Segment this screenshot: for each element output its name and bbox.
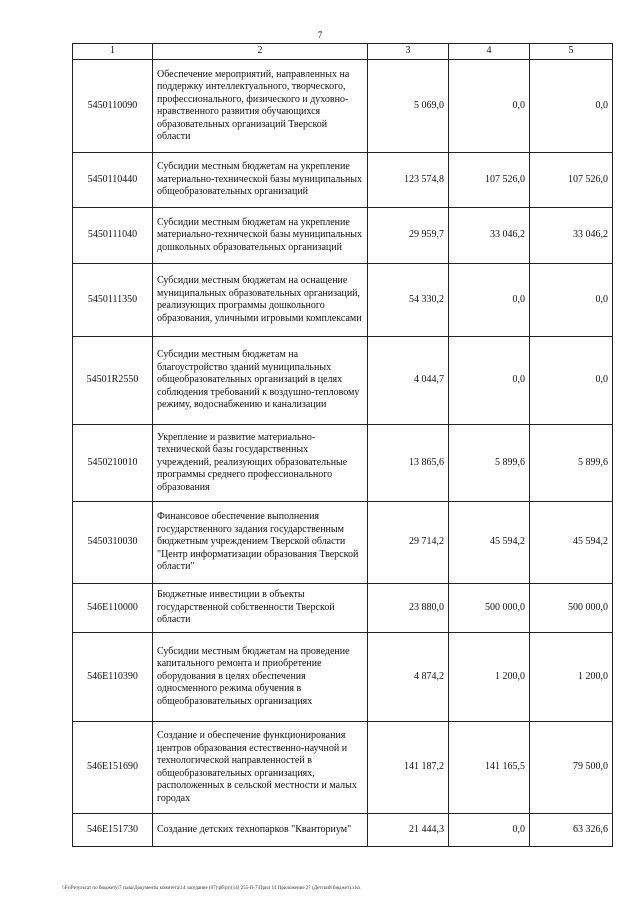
- row-value-col3: 5 069,0: [368, 60, 449, 153]
- row-value-col5: 63 326,6: [530, 814, 613, 847]
- row-description: Субсидии местным бюджетам на оснащение муниципальных образовательных организаций, реализующих программы дошкольного образования, уличными игровыми комплексами: [153, 264, 368, 337]
- row-description: Субсидии местным бюджетам на укрепление материально-технической базы муниципальных общеобразовательных организаций: [153, 153, 368, 208]
- row-value-col4: 0,0: [449, 60, 530, 153]
- row-value-col3: 21 444,3: [368, 814, 449, 847]
- row-value-col5: 107 526,0: [530, 153, 613, 208]
- table-row: [73, 814, 613, 847]
- row-value-col4: 33 046,2: [449, 208, 530, 264]
- column-header: 4: [449, 44, 530, 60]
- row-code: 546E110000: [73, 584, 153, 633]
- column-header: 5: [530, 44, 613, 60]
- row-code: 546E110390: [73, 633, 153, 722]
- row-value-col5: 33 046,2: [530, 208, 613, 264]
- row-value-col5: 0,0: [530, 60, 613, 153]
- row-value-col4: 0,0: [449, 264, 530, 337]
- table-row: [73, 722, 613, 814]
- row-value-col5: 0,0: [530, 264, 613, 337]
- row-value-col4: 45 594,2: [449, 502, 530, 584]
- row-code: 546E151690: [73, 722, 153, 814]
- row-value-col4: 1 200,0: [449, 633, 530, 722]
- table-row: [73, 337, 613, 425]
- row-value-col3: 123 574,8: [368, 153, 449, 208]
- row-value-col3: 23 880,0: [368, 584, 449, 633]
- row-value-col5: 0,0: [530, 337, 613, 425]
- row-value-col3: 29 714,2: [368, 502, 449, 584]
- table-row: [73, 502, 613, 584]
- budget-table: [72, 43, 613, 847]
- row-code: 5450210010: [73, 425, 153, 502]
- row-value-col4: 0,0: [449, 337, 530, 425]
- row-description: Бюджетные инвестиции в объекты государственной собственности Тверской области: [153, 584, 368, 633]
- row-value-col4: 0,0: [449, 814, 530, 847]
- row-value-col4: 107 526,0: [449, 153, 530, 208]
- row-value-col5: 45 594,2: [530, 502, 613, 584]
- row-value-col3: 29 959,7: [368, 208, 449, 264]
- table-row: [73, 425, 613, 502]
- table-row: [73, 264, 613, 337]
- table-row: [73, 584, 613, 633]
- table-row: [73, 60, 613, 153]
- row-description: Создание детских технопарков "Кванториум": [153, 814, 368, 847]
- row-description: Субсидии местным бюджетам на проведение капитального ремонта и приобретение оборудования в целях обеспечения односменного режима обучения в общеобразовательных организациях: [153, 633, 368, 722]
- row-value-col4: 141 165,5: [449, 722, 530, 814]
- column-header: 1: [73, 44, 153, 60]
- row-code: 5450310030: [73, 502, 153, 584]
- row-description: Финансовое обеспечение выполнения государственного задания государственным бюджетным учреждением Тверской области "Центр информатизации образования Тверской области": [153, 502, 368, 584]
- row-value-col5: 79 500,0: [530, 722, 613, 814]
- row-description: Создание и обеспечение функционирования центров образования естественно-научной и технологической направленностей в общеобразовательных организациях, расположенных в сельской местности и малых городах: [153, 722, 368, 814]
- row-value-col4: 500 000,0: [449, 584, 530, 633]
- column-number-row: [73, 44, 613, 60]
- row-description: Обеспечение мероприятий, направленных на поддержку интеллектуального, творческого, профессионального, физического и духовно-нравственного развития обучающихся образовательных организаций Тверской области: [153, 60, 368, 153]
- row-description: Субсидии местным бюджетам на укрепление материально-технической базы муниципальных дошкольных образовательных организаций: [153, 208, 368, 264]
- row-value-col5: 1 200,0: [530, 633, 613, 722]
- row-value-col5: 5 899,6: [530, 425, 613, 502]
- row-description: Субсидии местным бюджетам на благоустройство зданий муниципальных общеобразовательных организаций в целях соблюдения требований к воздушно-тепловому режиму, водоснабжению и канализации: [153, 337, 368, 425]
- row-value-col3: 13 865,6: [368, 425, 449, 502]
- footer-file-path: \\Fs\Результат по бюджету\7 сыва\Документы комитета\14 заседание (07)\рб\рг\(14) 255-П-7\Прил 14 Приложение 27 (Детский бюджет).xlsx: [62, 886, 361, 891]
- row-code: 5450111040: [73, 208, 153, 264]
- row-value-col4: 5 899,6: [449, 425, 530, 502]
- row-value-col5: 500 000,0: [530, 584, 613, 633]
- row-value-col3: 4 044,7: [368, 337, 449, 425]
- row-value-col3: 141 187,2: [368, 722, 449, 814]
- page-number: 7: [317, 30, 323, 40]
- row-code: 5450111350: [73, 264, 153, 337]
- row-code: 5450110090: [73, 60, 153, 153]
- row-code: 546E151730: [73, 814, 153, 847]
- column-header: 2: [153, 44, 368, 60]
- row-description: Укрепление и развитие материально-технической базы государственных учреждений, реализующих образовательные программы среднего профессионального образования: [153, 425, 368, 502]
- table-row: [73, 633, 613, 722]
- table-row: [73, 153, 613, 208]
- row-code: 5450110440: [73, 153, 153, 208]
- row-value-col3: 54 330,2: [368, 264, 449, 337]
- column-header: 3: [368, 44, 449, 60]
- table-row: [73, 208, 613, 264]
- row-value-col3: 4 874,2: [368, 633, 449, 722]
- row-code: 54501R2550: [73, 337, 153, 425]
